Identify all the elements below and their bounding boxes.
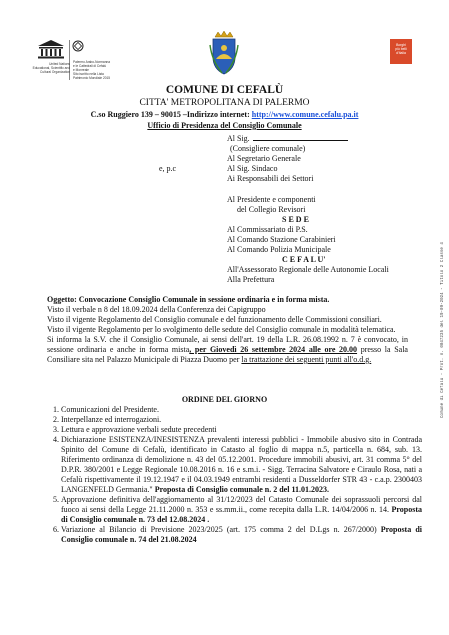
agenda-item: 1. Comunicazioni del Presidente. [61, 405, 422, 415]
recipient-line: Al Sig. [227, 134, 427, 144]
agenda-item: 5. Approvazione definitiva dell'aggiornamento al 31/12/2023 del Catasto Comunale dei soprassuoli percorsi dal fuoco ai sensi della Legge 21.11.2000 n. 353 e ss.mm.ii., come recepita dalla L.R. 14/04/2006 n. 14. Proposta di Consiglio comunale n. 73 del 12.08.2024 . [61, 495, 422, 525]
protocol-stamp: Comune di Cefalù - Prot. n. 0047235 del 19-09-2024 - Titolo 2 Classe 4 [441, 242, 445, 418]
body-paragraph: Visto il vigente Regolamento per lo svolgimento delle sedute del Consiglio comunale in modalità telematica. [47, 325, 396, 334]
recipient-line: Al Sig. Sindaco [227, 164, 278, 173]
borghi-line: più belli [395, 47, 407, 52]
recipient-line: Al Comando Stazione Carabinieri [227, 235, 336, 244]
convocation-text: Si informa la S.V. che il Consiglio Comunale, ai sensi dell'art. 19 della L.R. 26.08.1992 n. 7 è convocato, in sessione ordinaria e anche in forma mista [47, 335, 408, 354]
agenda-item: 3. Lettura e approvazione verbali sedute precedenti [61, 425, 422, 435]
epc-label: e, p.c [159, 164, 177, 173]
recipients-block [227, 134, 427, 184]
letter-body [47, 295, 408, 365]
recipient-line: del Collegio Revisori [237, 205, 306, 214]
citta-title: CITTA' METROPOLITANA DI PALERMO [139, 98, 310, 108]
comune-title: COMUNE DI CEFALÙ [165, 84, 284, 96]
recipients-group-2 [227, 195, 442, 285]
address-line [0, 110, 449, 120]
recipient-line: S E D E [282, 215, 309, 224]
recipient-line: Alla Prefettura [227, 275, 275, 284]
ufficio-line: Ufficio di Presidenza del Consiglio Comunale [147, 121, 302, 130]
unesco-site-line: Sito iscritto nella Lista [73, 72, 104, 76]
body-paragraph: Visto il vigente Regolamento del Consiglio comunale e del funzionamento delle Commissioni consiliari. [47, 315, 382, 324]
unesco-caption [28, 62, 70, 74]
recipient-line: Al Commissariato di P.S. [227, 225, 308, 234]
borghi-line: d'Italia [396, 51, 406, 56]
borghi-line: Borghi [396, 43, 406, 47]
ordine-title: ORDINE DEL GIORNO [181, 395, 268, 404]
convocation-agenda-ref: la trattazione dei seguenti punti all'o.d.g. [241, 355, 372, 364]
world-heritage-icon [72, 40, 84, 54]
recipient-line: C E F A L U' [282, 255, 326, 264]
agenda-item: 2. Interpellanze ed interrogazioni. [61, 415, 422, 425]
unesco-site-line: Palermo Arabo-Normanna [73, 60, 111, 64]
website-link[interactable]: http://www.comune.cefalu.pa.it [251, 110, 359, 119]
coat-of-arms-icon [209, 31, 239, 75]
borghi-logo [390, 39, 412, 64]
recipient-line: All'Assessorato Regionale delle Autonomie Locali [227, 265, 389, 274]
agenda-list [47, 405, 422, 545]
agenda-item: 6. Variazione al Bilancio di Previsione 2023/2025 (art. 175 comma 2 del D.Lgs n. 267/2000) Proposta di Consiglio comunale n. 74 del 21.08.2024 [61, 525, 422, 545]
unesco-logo [34, 38, 68, 60]
body-paragraph: Visto il verbale n 8 del 18.09.2024 della Conferenza dei Capigruppo [47, 305, 266, 314]
recipient-line: Al Presidente e componenti [227, 195, 316, 204]
address-text: C.so Ruggiero 139 – 90015 –Indirizzo internet: [90, 110, 252, 119]
convocation-date: , per Giovedì 26 settembre 2024 alle ore 20.00 [189, 345, 358, 354]
unesco-site-line: Patrimonio Mondiale 2015 [73, 76, 111, 80]
unesco-site-line: e le Cattedrali di Cefalù [73, 64, 107, 68]
temple-icon [34, 38, 68, 60]
recipient-line: Ai Responsabili dei Settori [227, 174, 314, 183]
recipient-line: (Consigliere comunale) [230, 144, 306, 153]
convocation-paragraph [47, 335, 408, 365]
unesco-line: United Nations [49, 62, 70, 66]
recipient-line: Al Comando Polizia Municipale [227, 245, 331, 254]
unesco-divider [69, 40, 70, 80]
unesco-line: Cultural Organization [40, 70, 70, 74]
oggetto-line: Oggetto: Convocazione Consiglio Comunale in sessione ordinaria e in forma mista. [47, 295, 330, 304]
agenda-item: 4. Dichiarazione ESISTENZA/INESISTENZA prevalenti interessi pubblici - Immobile abusivo sito in Contrada Spinito del Comune di Cefalù, identificato in Catasto al foglio di mappa n.5, particella n. 684, sub. 13. Riferimento ordinanza di demolizione n. 43 del 05.12.2001. Procedure immobili abusivi, art. 31 comma 5° del D.P.R. 380/2001 e Legge Regionale 10.08.2016 n. 16 e s.m.i. - Sigg. Terracina Salvatore e Ciraulo Rosa, nati a Cefalù rispettivamente il 19.12.1947 e il 04.03.1949 entrambi residenti a Dusseldorfer STR 43 - c.a.p. 2300403 LANGENFELD Germania." Proposta di Consiglio comunale n. 2 del 11.01.2023. [61, 435, 422, 495]
convocation-place: presso la Sala Consiliare sita nel Palazzo Municipale di Piazza Duomo per [47, 345, 408, 364]
recipient-line: Al Segretario Generale [227, 154, 301, 163]
unesco-site-caption [73, 60, 119, 80]
unesco-line: Educational, Scientific and [32, 66, 70, 70]
unesco-site-line: e Monreale [73, 68, 89, 72]
